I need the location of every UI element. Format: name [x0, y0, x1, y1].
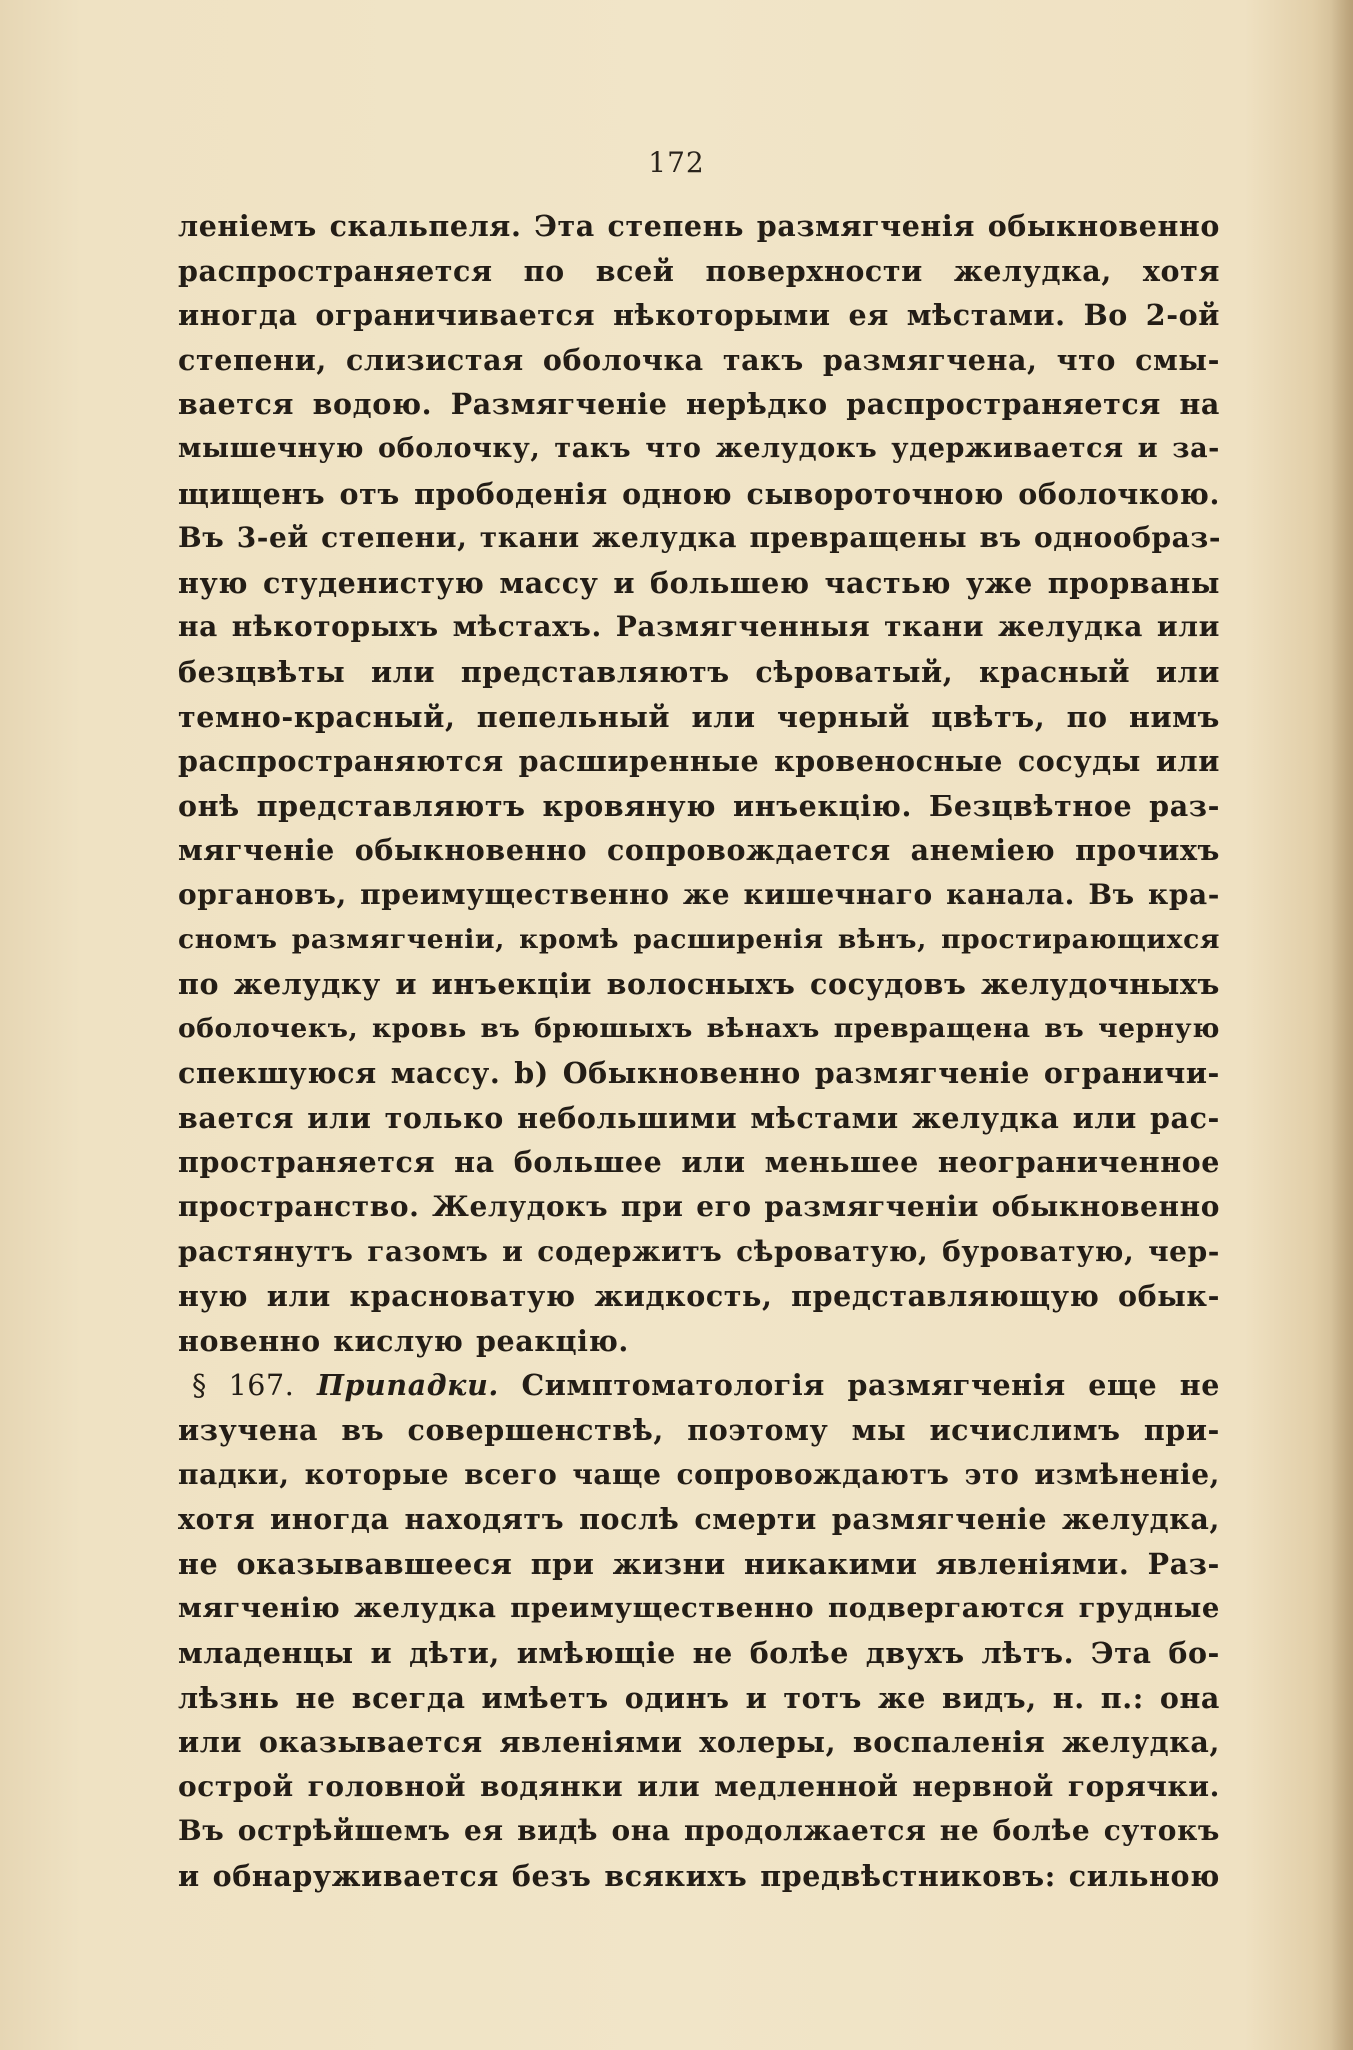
- text-line: пространяется на большее или меньшее неограниченное: [178, 1145, 1220, 1180]
- text-line: распространяется по всей поверхности желудка, хотя: [178, 253, 1220, 288]
- text-line: пространство. Желудокъ при его размягченіи обыкновенно: [178, 1190, 1220, 1224]
- text-line: острой головной водянки или медленной нервной горячки.: [178, 1769, 1220, 1803]
- text-line: щищенъ отъ прободенія одною сывороточною оболочкою.: [178, 476, 1220, 511]
- text-line: или оказывается явленіями холеры, воспаленія желудка,: [178, 1725, 1220, 1760]
- text-line: хотя иногда находятъ послѣ смерти размягченіе желудка,: [178, 1502, 1220, 1537]
- text-line: не оказывавшееся при жизни никакими явленіями. Раз-: [178, 1546, 1220, 1581]
- text-line: спекшуюся массу. b) Обыкновенно размягченіе ограничи-: [178, 1056, 1220, 1091]
- text-line: иногда ограничивается нѣкоторыми ея мѣстами. Во 2-ой: [178, 298, 1220, 333]
- section-first-line-text: Симптоматологія размягченія еще не: [521, 1368, 1220, 1403]
- text-line: мягченію желудка преимущественно подвергаются грудные: [178, 1592, 1220, 1625]
- section-heading: Припадки.: [317, 1368, 499, 1403]
- paragraph-1: [178, 204, 1220, 1363]
- text-line: оболочекъ, кровь въ брюшыхъ вѣнахъ превращена въ черную: [178, 1012, 1220, 1044]
- text-line: безцвѣты или представляютъ сѣроватый, красный или: [178, 654, 1220, 689]
- text-line: вается или только небольшими мѣстами желудка или рас-: [178, 1100, 1220, 1135]
- text-line: Въ 3-ей степени, ткани желудка превращены въ однообраз-: [178, 521, 1222, 555]
- section-number: § 167.: [192, 1369, 295, 1403]
- text-line: младенцы и дѣти, имѣющіе не болѣе двухъ лѣтъ. Эта бо-: [178, 1636, 1220, 1670]
- text-line: мышечную оболочку, такъ что желудокъ удерживается и за-: [178, 432, 1220, 464]
- text-line: Въ острѣйшемъ ея видѣ она продолжается не болѣе сутокъ: [178, 1814, 1220, 1848]
- text-line: ную студенистую массу и большею частью уже прорваны: [178, 565, 1220, 600]
- text-line: на нѣкоторыхъ мѣстахъ. Размягченныя ткани желудка или: [178, 610, 1220, 644]
- text-line: органовъ, преимущественно же кишечнаго канала. Въ кра-: [178, 877, 1220, 911]
- text-line: по желудку и инъекціи волосныхъ сосудовъ желудочныхъ: [178, 967, 1220, 1002]
- text-line: падки, которые всего чаще сопровождаютъ это измѣненіе,: [178, 1457, 1220, 1491]
- text-line: темно-красный, пепельный или черный цвѣтъ, по нимъ: [178, 699, 1220, 734]
- text-line: лѣзнь не всегда имѣетъ одинъ и тотъ же видъ, н. п.: она: [178, 1680, 1220, 1715]
- text-line: новенно кислую реакцію.: [178, 1323, 629, 1358]
- text-line: изучена въ совершенствѣ, поэтому мы исчислимъ при-: [178, 1413, 1220, 1448]
- text-line: вается водою. Размягченіе нерѣдко распространяется на: [178, 387, 1220, 422]
- section-first-line: [178, 1363, 1220, 1408]
- text-line: растянутъ газомъ и содержитъ сѣроватую, буроватую, чер-: [178, 1234, 1220, 1268]
- text-line: леніемъ скальпеля. Эта степень размягченія обыкновенно: [178, 209, 1220, 243]
- text-line: и обнаруживается безъ всякихъ предвѣстниковъ: сильною: [178, 1858, 1220, 1893]
- text-line: ную или красноватую жидкость, представляющую обык-: [178, 1279, 1220, 1314]
- text-line: онѣ представляютъ кровяную инъекцію. Безцвѣтное раз-: [178, 788, 1220, 823]
- page-edge-shadow: [1331, 0, 1353, 2050]
- text-line: мягченіе обыкновенно сопровождается анеміею прочихъ: [178, 833, 1220, 868]
- body-text: [178, 204, 1220, 1899]
- text-line: сномъ размягченіи, кромѣ расширенія вѣнъ, простирающихся: [178, 923, 1220, 955]
- section-167: [178, 1363, 1220, 1898]
- text-line: распространяются расширенные кровеносные сосуды или: [178, 744, 1220, 779]
- text-line: степени, слизистая оболочка такъ размягчена, что смы-: [178, 342, 1220, 377]
- page-number: 172: [648, 146, 705, 179]
